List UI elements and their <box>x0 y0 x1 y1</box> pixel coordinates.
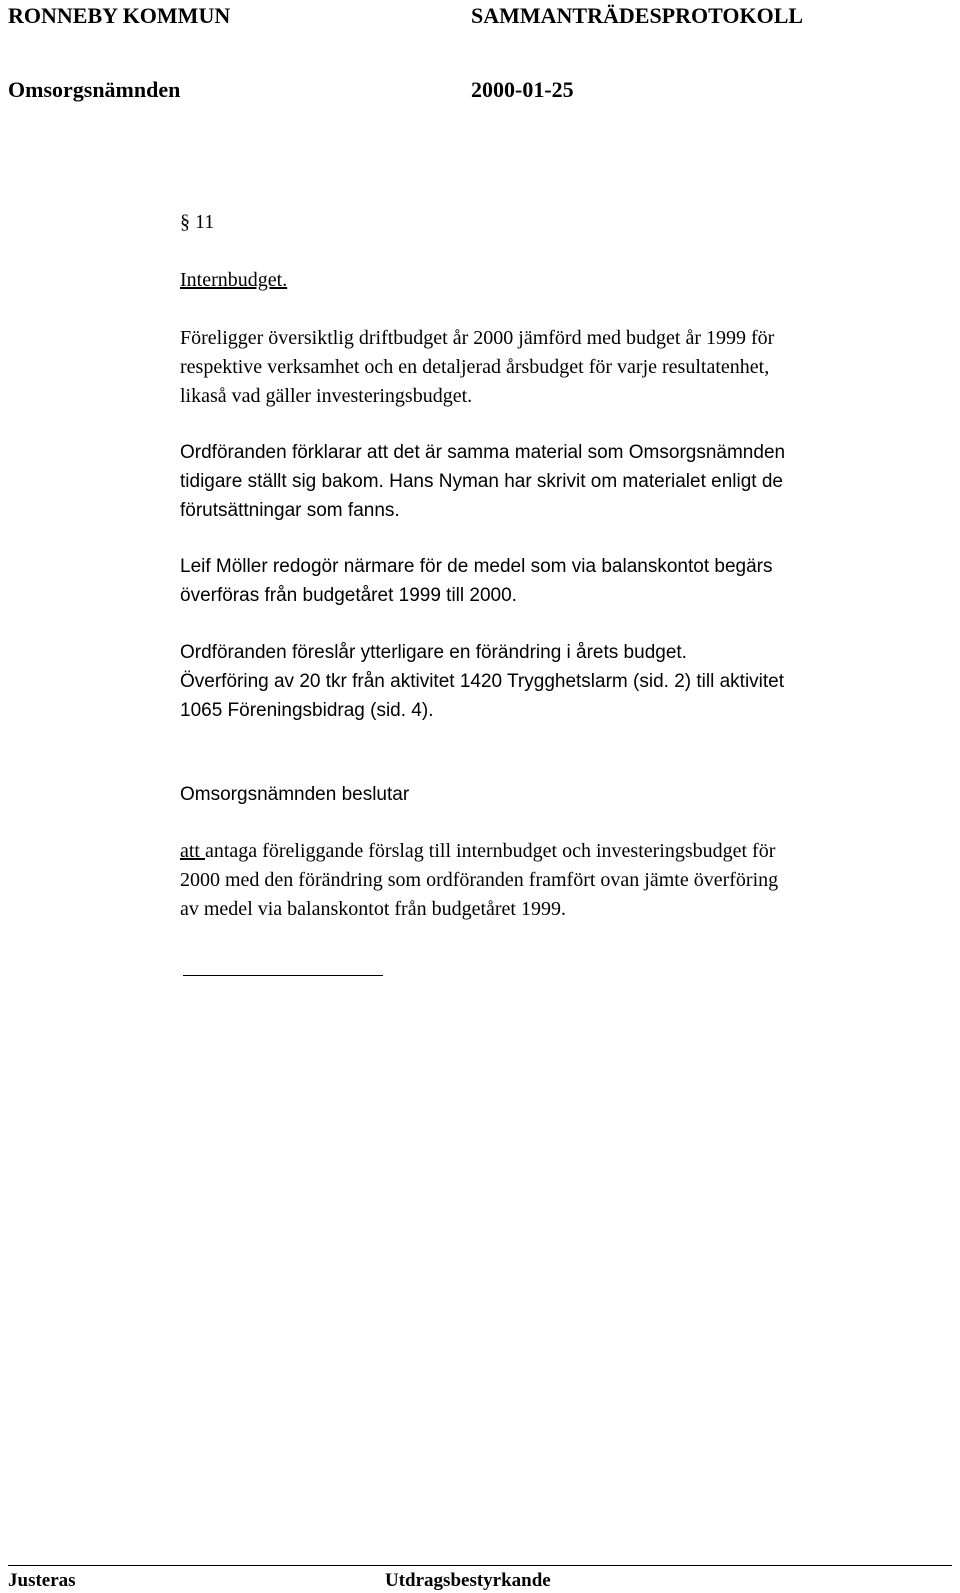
paragraph-4-line-3: 1065 Föreningsbidrag (sid. 4). <box>180 700 434 721</box>
decision-text <box>180 837 940 924</box>
decision-line-3: av medel via balanskontot från budgetåret 1999. <box>180 898 566 920</box>
decision-line-1-rest: antaga föreliggande förslag till internbudget och investeringsbudget för <box>205 840 776 862</box>
paragraph-4-line-2: Överföring av 20 tkr från aktivitet 1420 Trygghetslarm (sid. 2) till aktivitet <box>180 671 785 692</box>
paragraph-1 <box>180 324 940 411</box>
footer-utdragsbestyrkande: Utdragsbestyrkande <box>385 1570 551 1591</box>
att-word: att <box>180 840 205 862</box>
paragraph-2-line-1: Ordföranden förklarar att det är samma material som Omsorgsnämnden <box>180 442 786 463</box>
municipality-name: RONNEBY KOMMUN <box>8 3 231 28</box>
meeting-date: 2000-01-25 <box>471 77 574 102</box>
document-type: SAMMANTRÄDESPROTOKOLL <box>471 3 804 28</box>
decision-line-2: 2000 med den förändring som ordföranden framfört ovan jämte överföring <box>180 869 779 891</box>
closing-rule <box>183 975 383 976</box>
decision-line-1 <box>180 837 940 866</box>
paragraph-3-line-1: Leif Möller redogör närmare för de medel som via balanskontot begärs <box>180 556 773 577</box>
paragraph-4 <box>180 638 940 725</box>
paragraph-3-line-2: överföras från budgetåret 1999 till 2000. <box>180 585 517 606</box>
paragraph-1-line-2: respektive verksamhet och en detaljerad årsbudget för varje resultatenhet, <box>180 356 770 378</box>
paragraph-2-line-2: tidigare ställt sig bakom. Hans Nyman har skrivit om materialet enligt de <box>180 471 783 492</box>
section-number: § 11 <box>180 211 215 233</box>
footer-justeras: Justeras <box>8 1570 76 1591</box>
paragraph-2-line-3: förutsättningar som fanns. <box>180 500 400 521</box>
paragraph-3 <box>180 552 940 610</box>
footer-rule <box>8 1565 952 1566</box>
committee-name: Omsorgsnämnden <box>8 77 181 102</box>
paragraph-4-line-1: Ordföranden föreslår ytterligare en förändring i årets budget. <box>180 642 687 663</box>
paragraph-2 <box>180 438 940 525</box>
decision-heading: Omsorgsnämnden beslutar <box>180 784 410 805</box>
section-title: Internbudget. <box>180 269 288 291</box>
paragraph-1-line-3: likaså vad gäller investeringsbudget. <box>180 385 473 407</box>
paragraph-1-line-1: Föreligger översiktlig driftbudget år 2000 jämförd med budget år 1999 för <box>180 327 775 349</box>
